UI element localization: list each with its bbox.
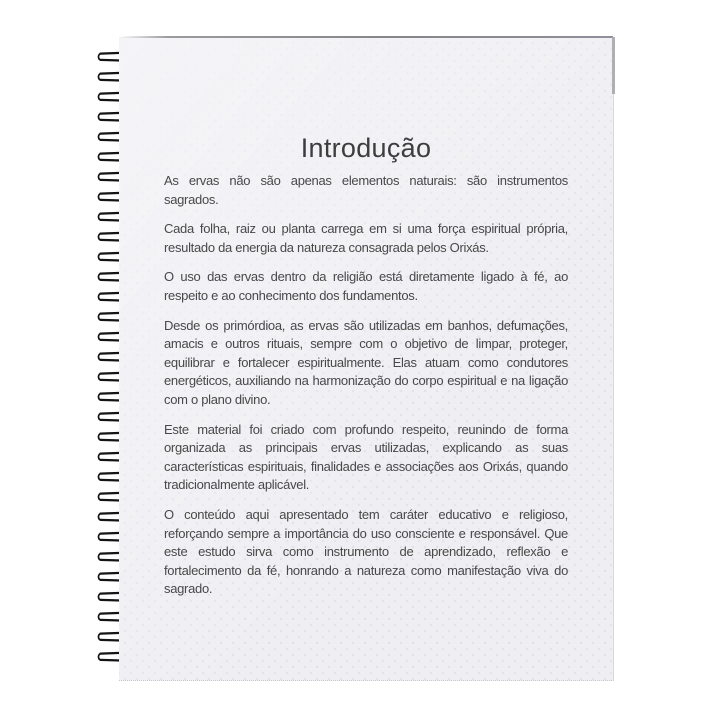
- intro-text-block: [164, 172, 568, 610]
- page-title: Introdução: [300, 133, 432, 163]
- intro-paragraph: O uso das ervas dentro da religião está diretamente ligado à fé, ao respeito e ao conhecimento dos fundamentos.: [164, 269, 568, 303]
- intro-paragraph: As ervas não são apenas elementos naturais: são instrumentos sagrados.: [164, 173, 568, 207]
- intro-paragraph: Este material foi criado com profundo respeito, reunindo de forma organizada as principais ervas utilizadas, explicando as suas características espirituais, finalidades e associações aos Orixás, quando tradicionalmente aplicável.: [164, 421, 568, 493]
- intro-paragraph: Desde os primórdioa, as ervas são utilizadas em banhos, defumações, amacis e outros rituais, sempre com o objetivo de limpar, proteger, equilibrar e fortalecer espiritualmente. Elas atuam como condutores energéticos, auxiliando na harmonização do corpo espiritual e na ligação com o plano divino.: [164, 317, 568, 407]
- intro-paragraph: O conteúdo aqui apresentado tem caráter educativo e religioso, reforçando sempre a importância do uso consciente e responsável. Que este estudo sirva como instrumento de aprendizado, reflexão e fortalecimento da fé, honrando a natureza como manifestação viva do sagrado.: [164, 506, 568, 597]
- page-edge-shadow: [612, 37, 615, 94]
- intro-paragraph: Cada folha, raiz ou planta carrega em si uma força espiritual própria, resultado da energia da natureza consagrada pelos Orixás.: [164, 221, 568, 255]
